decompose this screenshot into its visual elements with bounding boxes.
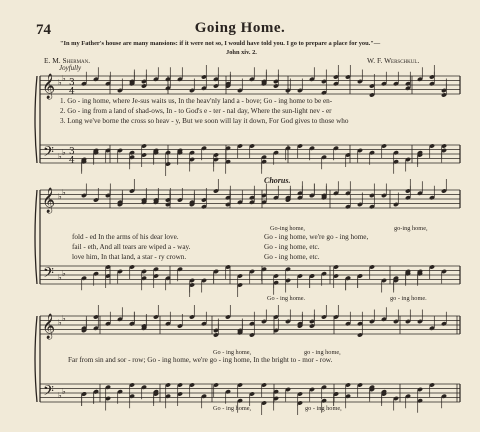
epigraph-reference: John xiv. 2. (226, 49, 257, 56)
flat-sign: ♭ (62, 314, 66, 323)
treble-cue-1: Go-ing home, (270, 225, 305, 232)
epigraph-text: "In my Father's house are many mansions: if it were not so, I would have told you. I go to prepare a place for you."— (60, 40, 381, 47)
chorus-label: Chorus. (264, 176, 291, 185)
time-signature: 4 (69, 156, 75, 166)
chorus-line-3: Go - ing home, etc. (264, 253, 320, 261)
bass-clef: 𝄢 (43, 383, 54, 403)
flat-sign: ♭ (58, 152, 62, 161)
flat-sign: ♭ (62, 74, 66, 83)
system-brace (35, 190, 37, 284)
flat-sign: ♭ (62, 188, 66, 197)
verse-2-line-1: 2. Go - ing from a land of shad-ows, In - to God's e - ter - nal day, Where the sun-light nev - er (60, 107, 332, 115)
flat-sign: ♭ (62, 269, 66, 278)
verse-3-line-1: 3. Long we've borne the cross so heav - y, But we soon will lay it down, For God gives to those who (60, 117, 349, 125)
system-brace (35, 76, 37, 163)
flat-sign: ♭ (58, 391, 62, 400)
chorus-line-1: Go - ing home, we're go - ing home, (264, 233, 369, 241)
flat-sign: ♭ (58, 78, 62, 87)
flat-sign: ♭ (62, 148, 66, 157)
bass-cue-3: Go - ing home, (213, 405, 252, 412)
bass-clef: 𝄢 (43, 144, 54, 164)
time-signature: 3 (69, 78, 75, 88)
treble-clef: 𝄞 (42, 314, 56, 339)
bass-clef: 𝄢 (43, 265, 54, 285)
time-signature: 3 (69, 147, 75, 157)
bass-cue-2: go - ing home. (390, 295, 427, 302)
page-number: 74 (36, 22, 51, 38)
flat-sign: ♭ (58, 192, 62, 201)
system-brace (35, 316, 37, 402)
treble-cue-2: go-ing home, (394, 225, 428, 232)
hymn-title: Going Home. (194, 20, 286, 36)
treble-clef: 𝄞 (42, 74, 56, 99)
time-signature: 4 (69, 87, 75, 97)
chorus-line-2: Go - ing home, etc. (264, 243, 320, 251)
bass-cue-4: go - ing home, (305, 405, 342, 412)
flat-sign: ♭ (58, 273, 62, 282)
composer-credit: W. F. Werschkul. (367, 56, 420, 65)
flat-sign: ♭ (62, 387, 66, 396)
tempo-marking: Joyfully (59, 64, 82, 72)
bass-cue-1: Go - ing home. (267, 295, 306, 302)
treble-cue-3: Go - ing home, (213, 349, 252, 356)
verse-1-line-1: 1. Go - ing home, where Je-sus waits us, In the heav'nly land a - bove; Go - ing home to be en- (60, 97, 333, 105)
treble-clef: 𝄞 (42, 188, 56, 213)
lyricist-credit: E. M. Sherman. (44, 56, 91, 65)
flat-sign: ♭ (58, 318, 62, 327)
verse-2-line-2: fail - eth, And all tears are wiped a - way. (72, 243, 191, 251)
system-3-lyrics: Far from sin and sor - row; Go - ing home, we're go - ing home, In the bright to - mor - row. (68, 356, 333, 364)
treble-cue-4: go - ing home, (304, 349, 341, 356)
verse-1-line-2: fold - ed In the arms of his dear love. (72, 233, 179, 241)
verse-3-line-2: love him, In that land, a star - ry crown. (72, 253, 187, 261)
